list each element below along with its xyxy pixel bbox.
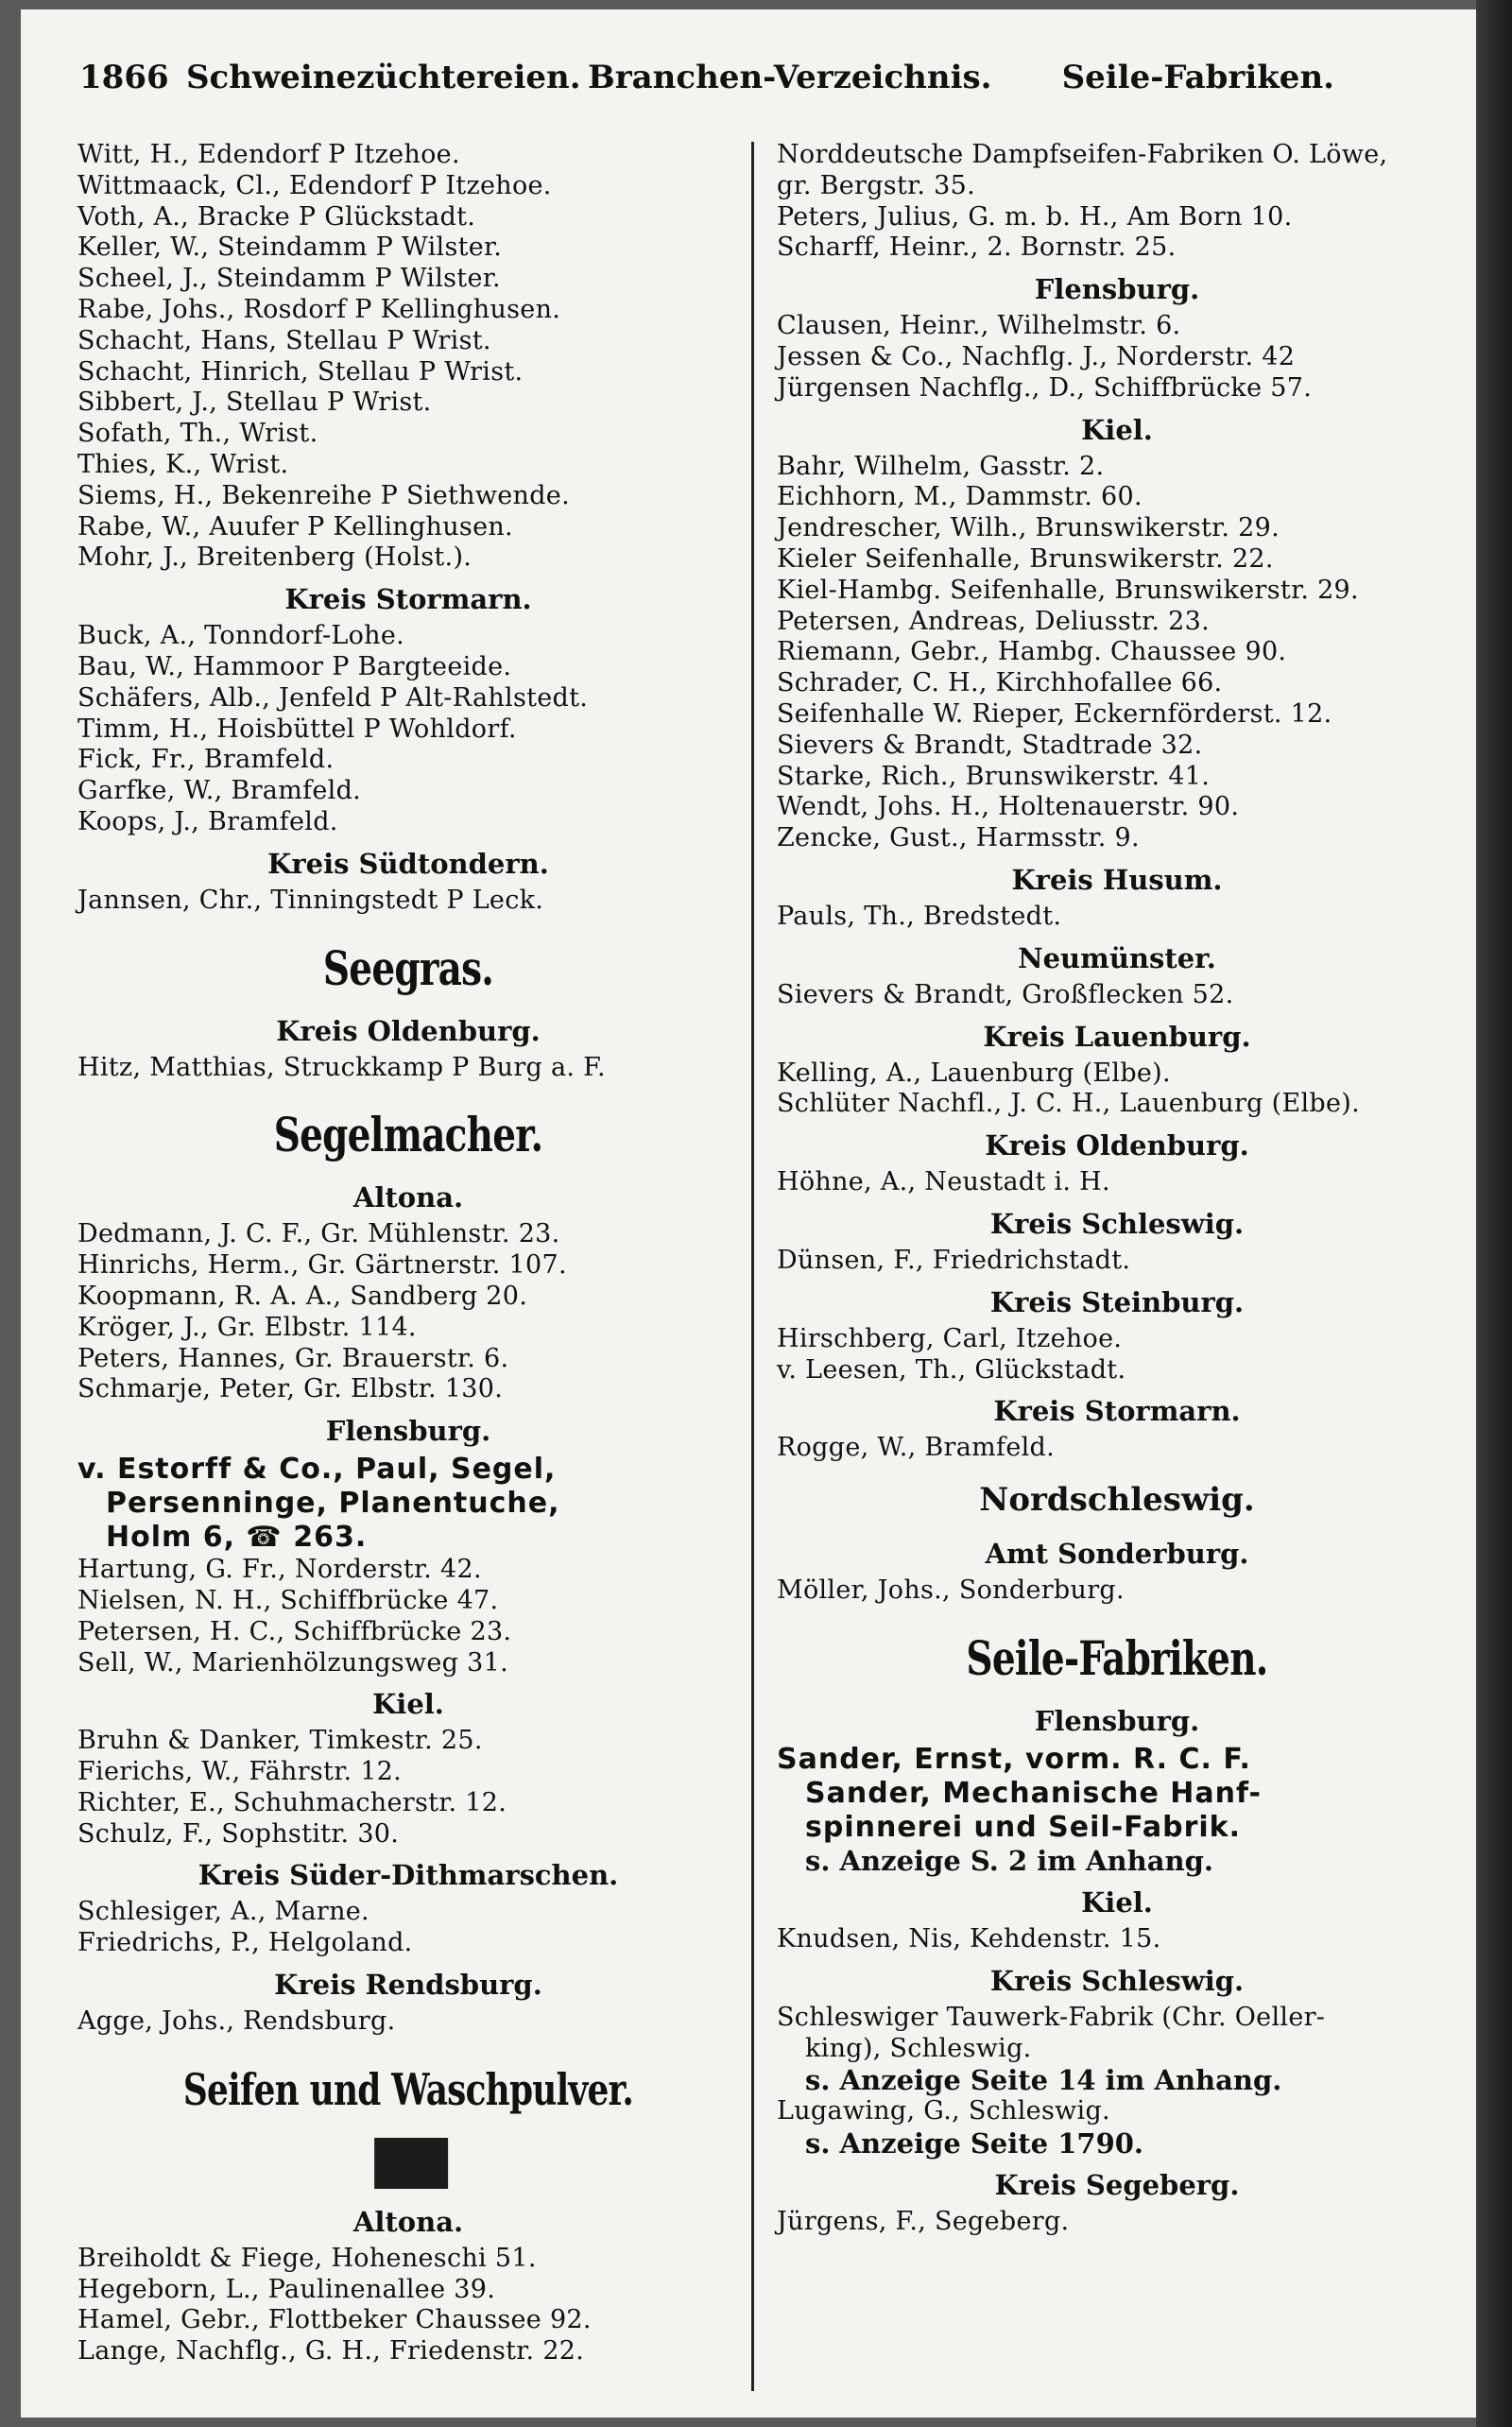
region-heading: Kreis Süder-Dithmarschen. <box>198 1859 619 1892</box>
directory-entry: Rogge, W., Bramfeld. <box>777 1433 1055 1463</box>
entry-list <box>77 2006 739 2038</box>
entry-list <box>777 140 1457 264</box>
directory-entry: Siems, H., Bekenreihe P Siethwende. <box>77 480 570 510</box>
entry-list <box>77 2244 739 2367</box>
entry-list <box>77 886 739 917</box>
region-heading: Kiel. <box>1081 413 1153 446</box>
directory-entry: Dünsen, F., Friedrichstadt. <box>777 1245 1131 1275</box>
page-header <box>59 59 1457 115</box>
region-heading: Nordschleswig. <box>979 1481 1255 1520</box>
left-column <box>77 140 739 2367</box>
directory-entry: Schlesiger, A., Marne. <box>77 1897 369 1927</box>
book-edge <box>1476 0 1512 2427</box>
advertisement-block <box>777 1743 1457 1845</box>
entry-list <box>777 980 1457 1011</box>
entry-list <box>77 1897 739 1959</box>
region-heading: Neumünster. <box>1018 941 1216 974</box>
directory-entry: Hinrichs, Herm., Gr. Gärtnerstr. 107. <box>77 1250 567 1281</box>
advertisement-line: Sander, Mechanische Hanf- <box>805 1776 1262 1810</box>
entry-list <box>777 1575 1457 1607</box>
advertisement-reference: s. Anzeige Seite 1790. <box>805 2127 1144 2160</box>
directory-entry: Hegeborn, L., Paulinenallee 39. <box>77 2274 496 2304</box>
entry-list <box>77 1053 739 1084</box>
directory-entry: Hitz, Matthias, Struckkamp P Burg a. F. <box>77 1052 606 1082</box>
directory-entry: Kieler Seifenhalle, Brunswikerstr. 22. <box>777 543 1274 574</box>
directory-entry: Riemann, Gebr., Hambg. Chaussee 90. <box>777 637 1287 667</box>
directory-entry: Jürgensen Nachflg., D., Schiffbrücke 57. <box>777 372 1313 403</box>
directory-entry: Bau, W., Hammoor P Bargteeide. <box>77 651 512 681</box>
directory-entry: Fick, Fr., Bramfeld. <box>77 745 335 775</box>
directory-entry: Clausen, Heinr., Wilhelmstr. 6. <box>777 311 1181 341</box>
region-heading: Kreis Lauenburg. <box>983 1020 1251 1053</box>
column-divider <box>751 142 754 2391</box>
region-heading: Flensburg. <box>1034 1704 1200 1737</box>
directory-entry: Wittmaack, Cl., Edendorf P Itzehoe. <box>77 170 552 200</box>
directory-entry: Witt, H., Edendorf P Itzehoe. <box>77 140 460 169</box>
directory-entry: Kelling, A., Lauenburg (Elbe). <box>777 1058 1171 1088</box>
directory-entry: Lugawing, G., Schleswig. <box>777 2096 1110 2126</box>
region-heading: Kreis Husum. <box>1011 863 1223 896</box>
region-heading: Kreis Stormarn. <box>993 1395 1241 1428</box>
ink-blot <box>374 2138 448 2189</box>
region-heading: Kreis Südtondern. <box>267 847 549 880</box>
directory-entry: Peters, Julius, G. m. b. H., Am Born 10. <box>777 201 1293 232</box>
directory-entry: Rabe, Johs., Rosdorf P Kellinghusen. <box>77 294 561 324</box>
directory-entry: Fierichs, W., Fährstr. 12. <box>77 1757 403 1787</box>
directory-entry: Bruhn & Danker, Timkestr. 25. <box>77 1726 483 1756</box>
region-heading: Flensburg. <box>1034 273 1200 306</box>
directory-entry: Jessen & Co., Nachflg. J., Norderstr. 42 <box>777 341 1296 371</box>
advertisement-line: v. Estorff & Co., Paul, Segel, <box>77 1453 557 1487</box>
entry-list <box>777 1324 1457 1386</box>
directory-entry: Scharff, Heinr., 2. Bornstr. 25. <box>777 232 1177 263</box>
directory-entry: Scheel, J., Steindamm P Wilster. <box>77 264 501 294</box>
entry-list <box>777 311 1457 404</box>
directory-entry: Wendt, Johs. H., Holtenauerstr. 90. <box>777 792 1240 822</box>
directory-entry: Höhne, A., Neustadt i. H. <box>777 1167 1110 1197</box>
directory-entry: Kröger, J., Gr. Elbstr. 114. <box>77 1312 417 1342</box>
directory-entry: Friedrichs, P., Helgoland. <box>77 1928 413 1958</box>
directory-entry: Koopmann, R. A. A., Sandberg 20. <box>77 1281 528 1311</box>
directory-page <box>21 9 1476 2418</box>
directory-entry: Bahr, Wilhelm, Gasstr. 2. <box>777 451 1105 481</box>
directory-entry: Hirschberg, Carl, Itzehoe. <box>777 1323 1123 1353</box>
directory-entry: Richter, E., Schuhmacherstr. 12. <box>77 1787 507 1817</box>
advertisement-line: Persenninge, Planentuche, <box>106 1487 560 1521</box>
directory-entry: Buck, A., Tonndorf-Lohe. <box>77 621 405 651</box>
region-heading: Kreis Segeberg. <box>994 2169 1240 2202</box>
directory-entry: Hartung, G. Fr., Norderstr. 42. <box>77 1555 482 1585</box>
category-title: Segelmacher. <box>273 1107 543 1163</box>
entry-list <box>777 1246 1457 1277</box>
directory-entry: Jendrescher, Wilh., Brunswikerstr. 29. <box>777 513 1280 543</box>
region-heading: Altona. <box>352 1181 464 1214</box>
region-heading: Kiel. <box>1081 1885 1153 1919</box>
directory-entry: Starke, Rich., Brunswikerstr. 41. <box>777 761 1211 791</box>
directory-entry: Voth, A., Bracke P Glückstadt. <box>77 201 476 232</box>
entry-list <box>77 1726 739 1850</box>
entry-list <box>777 902 1457 933</box>
directory-entry: king), Schleswig. <box>805 2033 1032 2063</box>
header-left-title: Schweinezüchtereien. <box>186 59 581 96</box>
directory-entry: Peters, Hannes, Gr. Brauerstr. 6. <box>77 1343 509 1373</box>
advertisement-line: spinnerei und Seil-Fabrik. <box>805 1810 1242 1844</box>
category-title: Seile-Fabriken. <box>966 1629 1268 1686</box>
directory-entry: Petersen, H. C., Schiffbrücke 23. <box>77 1616 512 1646</box>
region-heading: Kreis Steinburg. <box>989 1285 1245 1318</box>
entry-list <box>777 2003 1457 2065</box>
directory-entry: Schrader, C. H., Kirchhofallee 66. <box>777 668 1223 698</box>
directory-entry: Norddeutsche Dampfseifen-Fabriken O. Löwe, <box>777 140 1388 169</box>
directory-entry: Schlüter Nachfl., J. C. H., Lauenburg (Elbe). <box>777 1089 1360 1119</box>
directory-entry: Eichhorn, M., Dammstr. 60. <box>777 482 1143 512</box>
directory-entry: Nielsen, N. H., Schiffbrücke 47. <box>77 1585 499 1615</box>
directory-entry: Timm, H., Hoisbüttel P Wohldorf. <box>77 714 517 744</box>
directory-entry: Schacht, Hans, Stellau P Wrist. <box>77 325 491 355</box>
directory-entry: Breiholdt & Fiege, Hoheneschi 51. <box>77 2243 537 2273</box>
directory-entry: Dedmann, J. C. F., Gr. Mühlenstr. 23. <box>77 1219 560 1249</box>
directory-entry: Garfke, W., Bramfeld. <box>77 776 362 806</box>
directory-entry: Koops, J., Bramfeld. <box>77 806 338 836</box>
advertisement-line: Holm 6, ☎ 263. <box>106 1521 368 1555</box>
directory-entry: Pauls, Th., Bredstedt. <box>777 901 1062 931</box>
directory-entry: Schmarje, Peter, Gr. Elbstr. 130. <box>77 1374 504 1404</box>
region-heading: Kreis Schleswig. <box>989 1207 1245 1240</box>
advertisement-reference: s. Anzeige Seite 14 im Anhang. <box>805 2064 1282 2097</box>
directory-entry: Schäfers, Alb., Jenfeld P Alt-Rahlstedt. <box>77 682 589 713</box>
region-heading: Kiel. <box>372 1688 444 1721</box>
directory-entry: Sievers & Brandt, Stadtrade 32. <box>777 730 1203 760</box>
directory-entry: Sell, W., Marienhölzungsweg 31. <box>77 1647 508 1678</box>
directory-entry: Schleswiger Tauwerk-Fabrik (Chr. Oeller- <box>777 2002 1326 2032</box>
region-heading: Kreis Schleswig. <box>989 1964 1245 1997</box>
directory-entry: v. Leesen, Th., Glückstadt. <box>777 1354 1126 1385</box>
advertisement-block <box>77 1453 739 1555</box>
directory-entry: Knudsen, Nis, Kehdenstr. 15. <box>777 1923 1161 1954</box>
region-heading: Kreis Oldenburg. <box>276 1014 541 1047</box>
header-center-title: Branchen-Verzeichnis. <box>588 59 992 96</box>
entry-list <box>77 1555 739 1678</box>
entry-list <box>77 621 739 838</box>
directory-entry: Schulz, F., Sophstitr. 30. <box>77 1818 400 1849</box>
directory-entry: Kiel-Hambg. Seifenhalle, Brunswikerstr. 29. <box>777 575 1359 605</box>
advertisement-line: Sander, Ernst, vorm. R. C. F. <box>777 1742 1251 1776</box>
header-right-title: Seile-Fabriken. <box>1061 59 1334 96</box>
advertisement-reference: s. Anzeige S. 2 im Anhang. <box>805 1844 1213 1877</box>
region-heading: Amt Sonderburg. <box>985 1538 1249 1571</box>
directory-entry: Sibbert, J., Stellau P Wrist. <box>77 387 432 418</box>
category-title: Seegras. <box>322 939 494 996</box>
entry-list <box>777 1433 1457 1464</box>
directory-entry: Keller, W., Steindamm P Wilster. <box>77 232 503 263</box>
page-number: 1866 <box>79 59 169 96</box>
directory-entry: Rabe, W., Auufer P Kellinghusen. <box>77 511 513 542</box>
entry-list <box>77 1219 739 1405</box>
directory-entry: Schacht, Hinrich, Stellau P Wrist. <box>77 356 524 387</box>
region-heading: Flensburg. <box>325 1415 491 1448</box>
right-column <box>777 140 1457 2238</box>
directory-entry: Mohr, J., Breitenberg (Holst.). <box>77 542 472 573</box>
entry-list <box>777 1167 1457 1198</box>
directory-entry: Thies, K., Wrist. <box>77 449 289 479</box>
entry-list <box>777 2207 1457 2238</box>
directory-entry: Petersen, Andreas, Deliusstr. 23. <box>777 606 1211 636</box>
region-heading: Kreis Stormarn. <box>284 583 532 616</box>
directory-entry: Sofath, Th., Wrist. <box>77 419 318 449</box>
entry-list <box>777 1059 1457 1121</box>
directory-entry: Hamel, Gebr., Flottbeker Chaussee 92. <box>77 2305 592 2335</box>
region-heading: Kreis Oldenburg. <box>985 1129 1249 1162</box>
category-title-text: Seifen und Waschpulver. <box>182 2063 634 2115</box>
directory-entry: Möller, Johs., Sonderburg. <box>777 1575 1125 1606</box>
directory-entry: Jannsen, Chr., Tinningstedt P Leck. <box>77 885 544 915</box>
entry-list <box>777 452 1457 854</box>
category-title <box>150 2055 666 2195</box>
directory-entry: Lange, Nachflg., G. H., Friedenstr. 22. <box>77 2336 585 2367</box>
region-heading: Altona. <box>352 2205 464 2238</box>
directory-entry: Zencke, Gust., Harmsstr. 9. <box>777 823 1140 853</box>
directory-entry: Seifenhalle W. Rieper, Eckernförderst. 12. <box>777 698 1332 729</box>
directory-entry: gr. Bergstr. 35. <box>777 170 975 200</box>
directory-entry: Jürgens, F., Segeberg. <box>777 2207 1070 2237</box>
directory-entry: Sievers & Brandt, Großflecken 52. <box>777 979 1234 1009</box>
directory-entry: Agge, Johs., Rendsburg. <box>77 2006 396 2037</box>
entry-list <box>77 140 739 574</box>
region-heading: Kreis Rendsburg. <box>274 1969 542 2002</box>
entry-list <box>777 1924 1457 1955</box>
